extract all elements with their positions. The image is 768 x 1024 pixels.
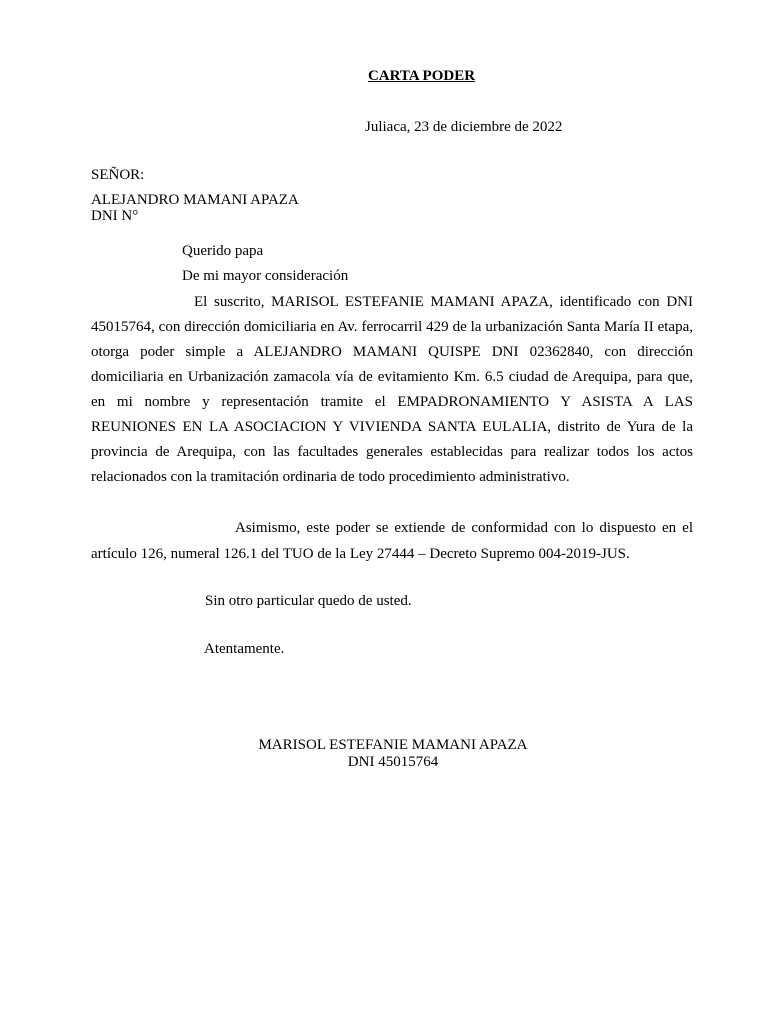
body-paragraph-1-text: El suscrito, MARISOL ESTEFANIE MAMANI APAZA, identificado con DNI 45015764, con dirección domiciliaria en Av. ferrocarril 429 de la urbanización Santa María II etapa, otorga poder simple a ALEJANDRO MAMANI QUISPE DNI 02362840, con dirección domiciliaria en Urbanización zamacola vía de evitamiento Km. 6.5 ciudad de Arequipa, para que, en mi nombre y representación tramite el EMPADRONAMIENTO Y ASISTA A LAS REUNIONES EN LA ASOCIACION Y VIVIENDA SANTA EULALIA, distrito de Yura de la provincia de Arequipa, con las facultades generales establecidas para realizar todos los actos relacionados con la tramitación ordinaria de todo procedimiento administrativo. <box>91 294 693 485</box>
greeting-line-1: Querido papa <box>182 243 264 259</box>
addressee-name: ALEJANDRO MAMANI APAZA <box>91 192 299 208</box>
body-paragraph-2 <box>91 515 693 567</box>
document-title: CARTA PODER <box>367 68 476 84</box>
signature-dni: DNI 45015764 <box>347 754 439 770</box>
greeting-line-2: De mi mayor consideración <box>182 268 349 284</box>
addressee-dni: DNI N° <box>91 208 139 224</box>
date-line: Juliaca, 23 de diciembre de 2022 <box>365 119 563 135</box>
signature-block <box>0 737 768 771</box>
body-paragraph-2-text: Asimismo, este poder se extiende de conformidad con lo dispuesto en el artículo 126, numeral 126.1 del TUO de la Ley 27444 – Decreto Supremo 004-2019-JUS. <box>91 520 693 562</box>
addressee-salutation: SEÑOR: <box>91 167 145 183</box>
body-paragraph-1 <box>91 290 693 490</box>
closing-line-2: Atentamente. <box>204 641 285 657</box>
closing-line-1: Sin otro particular quedo de usted. <box>205 593 412 609</box>
signature-name: MARISOL ESTEFANIE MAMANI APAZA <box>258 737 528 753</box>
